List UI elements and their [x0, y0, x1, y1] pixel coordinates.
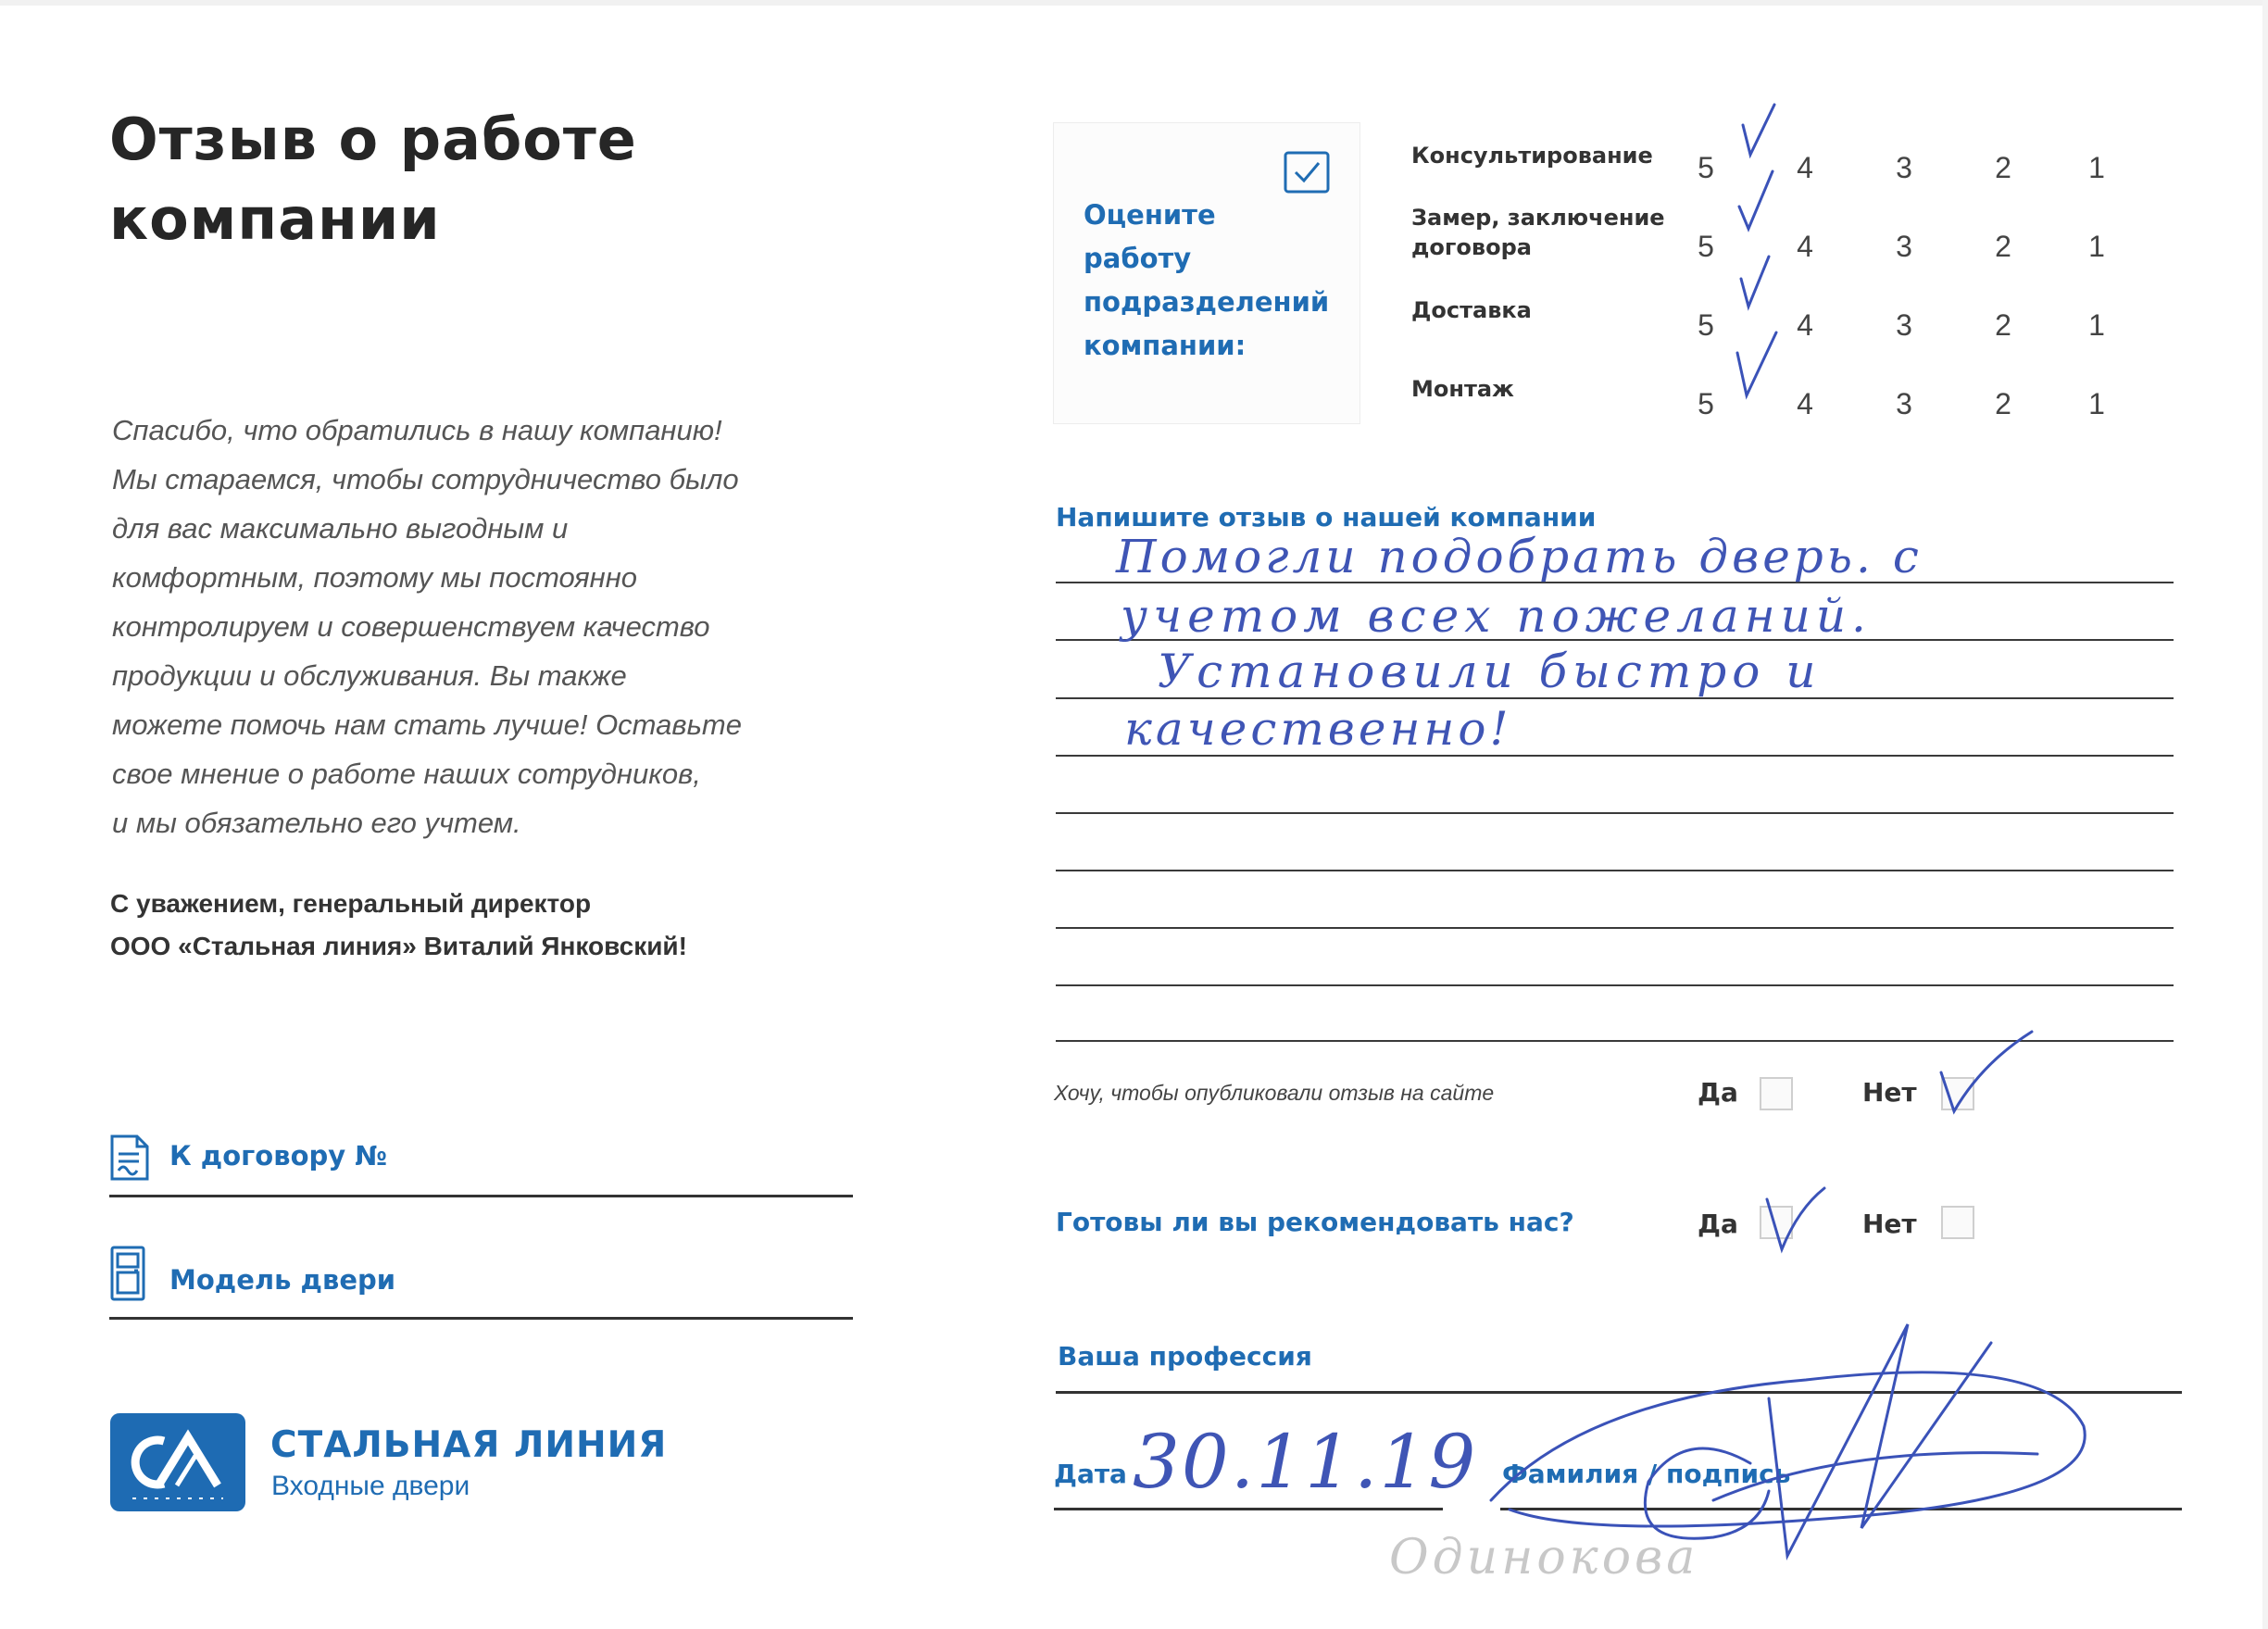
company-tagline: Входные двери — [271, 1471, 470, 1501]
rating-option[interactable]: 2 — [1995, 308, 2011, 342]
rating-option[interactable]: 4 — [1797, 308, 1813, 342]
page-title — [109, 100, 758, 259]
title-line: Отзыв о работе — [109, 106, 637, 173]
recommend-no-checkbox[interactable] — [1941, 1206, 1974, 1239]
publish-yes-checkbox[interactable] — [1760, 1077, 1793, 1110]
door-model-field[interactable] — [109, 1317, 853, 1320]
intro-line: свое мнение о работе наших сотрудников, — [112, 758, 701, 790]
rating-prompt-line: работу — [1084, 243, 1192, 274]
intro-line: контролируем и совершенствуем качество — [112, 610, 710, 643]
rating-prompt-line: компании: — [1084, 330, 1247, 361]
intro-line: Спасибо, что обратились в нашу компанию! — [112, 414, 722, 446]
check-mark-icon — [1758, 1181, 1832, 1255]
date-label: Дата — [1054, 1459, 1127, 1489]
rating-category-label: договора — [1411, 234, 1532, 260]
rating-category-label: Доставка — [1411, 297, 1532, 323]
publish-question: Хочу, чтобы опубликовали отзыв на сайте — [1054, 1081, 1495, 1105]
publish-yes-label: Да — [1698, 1077, 1738, 1108]
recommend-yes-label: Да — [1698, 1209, 1738, 1239]
rating-option[interactable]: 2 — [1995, 151, 2011, 184]
rating-option[interactable]: 2 — [1995, 387, 2011, 420]
intro-line: продукции и обслуживания. Вы также — [112, 659, 627, 692]
profession-label: Ваша профессия — [1058, 1341, 1312, 1372]
rating-option[interactable]: 4 — [1797, 151, 1813, 184]
rating-prompt-line: подразделений — [1084, 286, 1330, 318]
intro-line: комфортным, поэтому мы постоянно — [112, 561, 638, 594]
intro-line: Мы стараемся, чтобы сотрудничество было — [112, 463, 739, 495]
rating-option[interactable]: 4 — [1797, 230, 1813, 263]
date-field[interactable] — [1054, 1508, 1443, 1510]
intro-line: для вас максимально выгодным и — [112, 512, 569, 545]
intro-line: можете помочь нам стать лучше! Оставьте — [112, 708, 742, 741]
logo-mark-icon — [110, 1413, 245, 1511]
scan-edge — [0, 0, 2268, 6]
handwritten-review-line: Установили быстро и — [1158, 645, 1822, 698]
check-mark-icon — [1739, 171, 1773, 229]
rating-option[interactable]: 1 — [2088, 387, 2105, 420]
review-line — [1056, 927, 2174, 929]
review-line — [1056, 870, 2174, 871]
handwritten-review-line: учетом всех пожеланий. — [1121, 589, 1872, 643]
check-mark-icon — [1737, 332, 1776, 395]
rating-prompt — [1084, 194, 1361, 368]
intro-line: и мы обязательно его учтем. — [112, 807, 521, 839]
name-signature-label: Фамилия / подпись — [1502, 1459, 1791, 1489]
company-logo — [110, 1413, 245, 1511]
door-model-label: Модель двери — [169, 1264, 396, 1296]
handwritten-review-line: качественно! — [1124, 702, 1512, 756]
contract-number-field[interactable] — [109, 1195, 853, 1197]
check-mark-icon — [1741, 257, 1769, 307]
company-name: СТАЛЬНАЯ ЛИНИЯ — [270, 1424, 668, 1466]
rating-category-label: Консультирование — [1411, 143, 1653, 169]
checkbox-checked-icon — [1283, 150, 1331, 194]
signoff-line: ООО «Стальная линия» Виталий Янковский! — [110, 932, 687, 960]
contract-number-label: К договору № — [169, 1140, 388, 1172]
rating-option[interactable]: 4 — [1797, 387, 1813, 420]
rating-option[interactable]: 3 — [1896, 387, 1912, 420]
rating-option[interactable]: 1 — [2088, 308, 2105, 342]
title-line: компании — [109, 185, 441, 253]
check-mark-icon — [1936, 1026, 2037, 1119]
rating-option[interactable]: 5 — [1698, 230, 1714, 263]
rating-category-label: Замер, заключение — [1411, 205, 1665, 231]
rating-option[interactable]: 3 — [1896, 230, 1912, 263]
check-mark-icon — [1743, 105, 1774, 155]
document-icon — [109, 1134, 150, 1182]
rating-prompt-line: Оцените — [1084, 199, 1216, 231]
review-line — [1056, 984, 2174, 986]
handwritten-review-line: Помогли подобрать дверь. с — [1116, 530, 1923, 583]
rating-checkmarks — [1732, 97, 1797, 449]
recommend-no-label: Нет — [1862, 1209, 1917, 1239]
publish-no-label: Нет — [1862, 1077, 1917, 1108]
signature-icon — [1472, 1287, 2121, 1565]
rating-option[interactable]: 1 — [2088, 151, 2105, 184]
handwritten-date: 30.11.19 — [1133, 1419, 1478, 1505]
scan-edge — [2262, 0, 2268, 1629]
intro-paragraph — [112, 406, 853, 847]
rating-option[interactable]: 3 — [1896, 151, 1912, 184]
rating-option[interactable]: 5 — [1698, 151, 1714, 184]
door-icon — [109, 1245, 148, 1302]
rating-option[interactable]: 5 — [1698, 387, 1714, 420]
director-signoff — [110, 883, 851, 968]
rating-category-label: Монтаж — [1411, 376, 1514, 402]
rating-option[interactable]: 1 — [2088, 230, 2105, 263]
rating-option[interactable]: 2 — [1995, 230, 2011, 263]
review-heading: Напишите отзыв о нашей компании — [1056, 502, 1597, 533]
review-line — [1056, 812, 2174, 814]
signoff-line: С уважением, генеральный директор — [110, 889, 592, 918]
rating-option[interactable]: 3 — [1896, 308, 1912, 342]
recommend-question: Готовы ли вы рекомендовать нас? — [1056, 1207, 1574, 1237]
rating-option[interactable]: 5 — [1698, 308, 1714, 342]
handwritten-name: Одинокова — [1389, 1530, 1699, 1585]
